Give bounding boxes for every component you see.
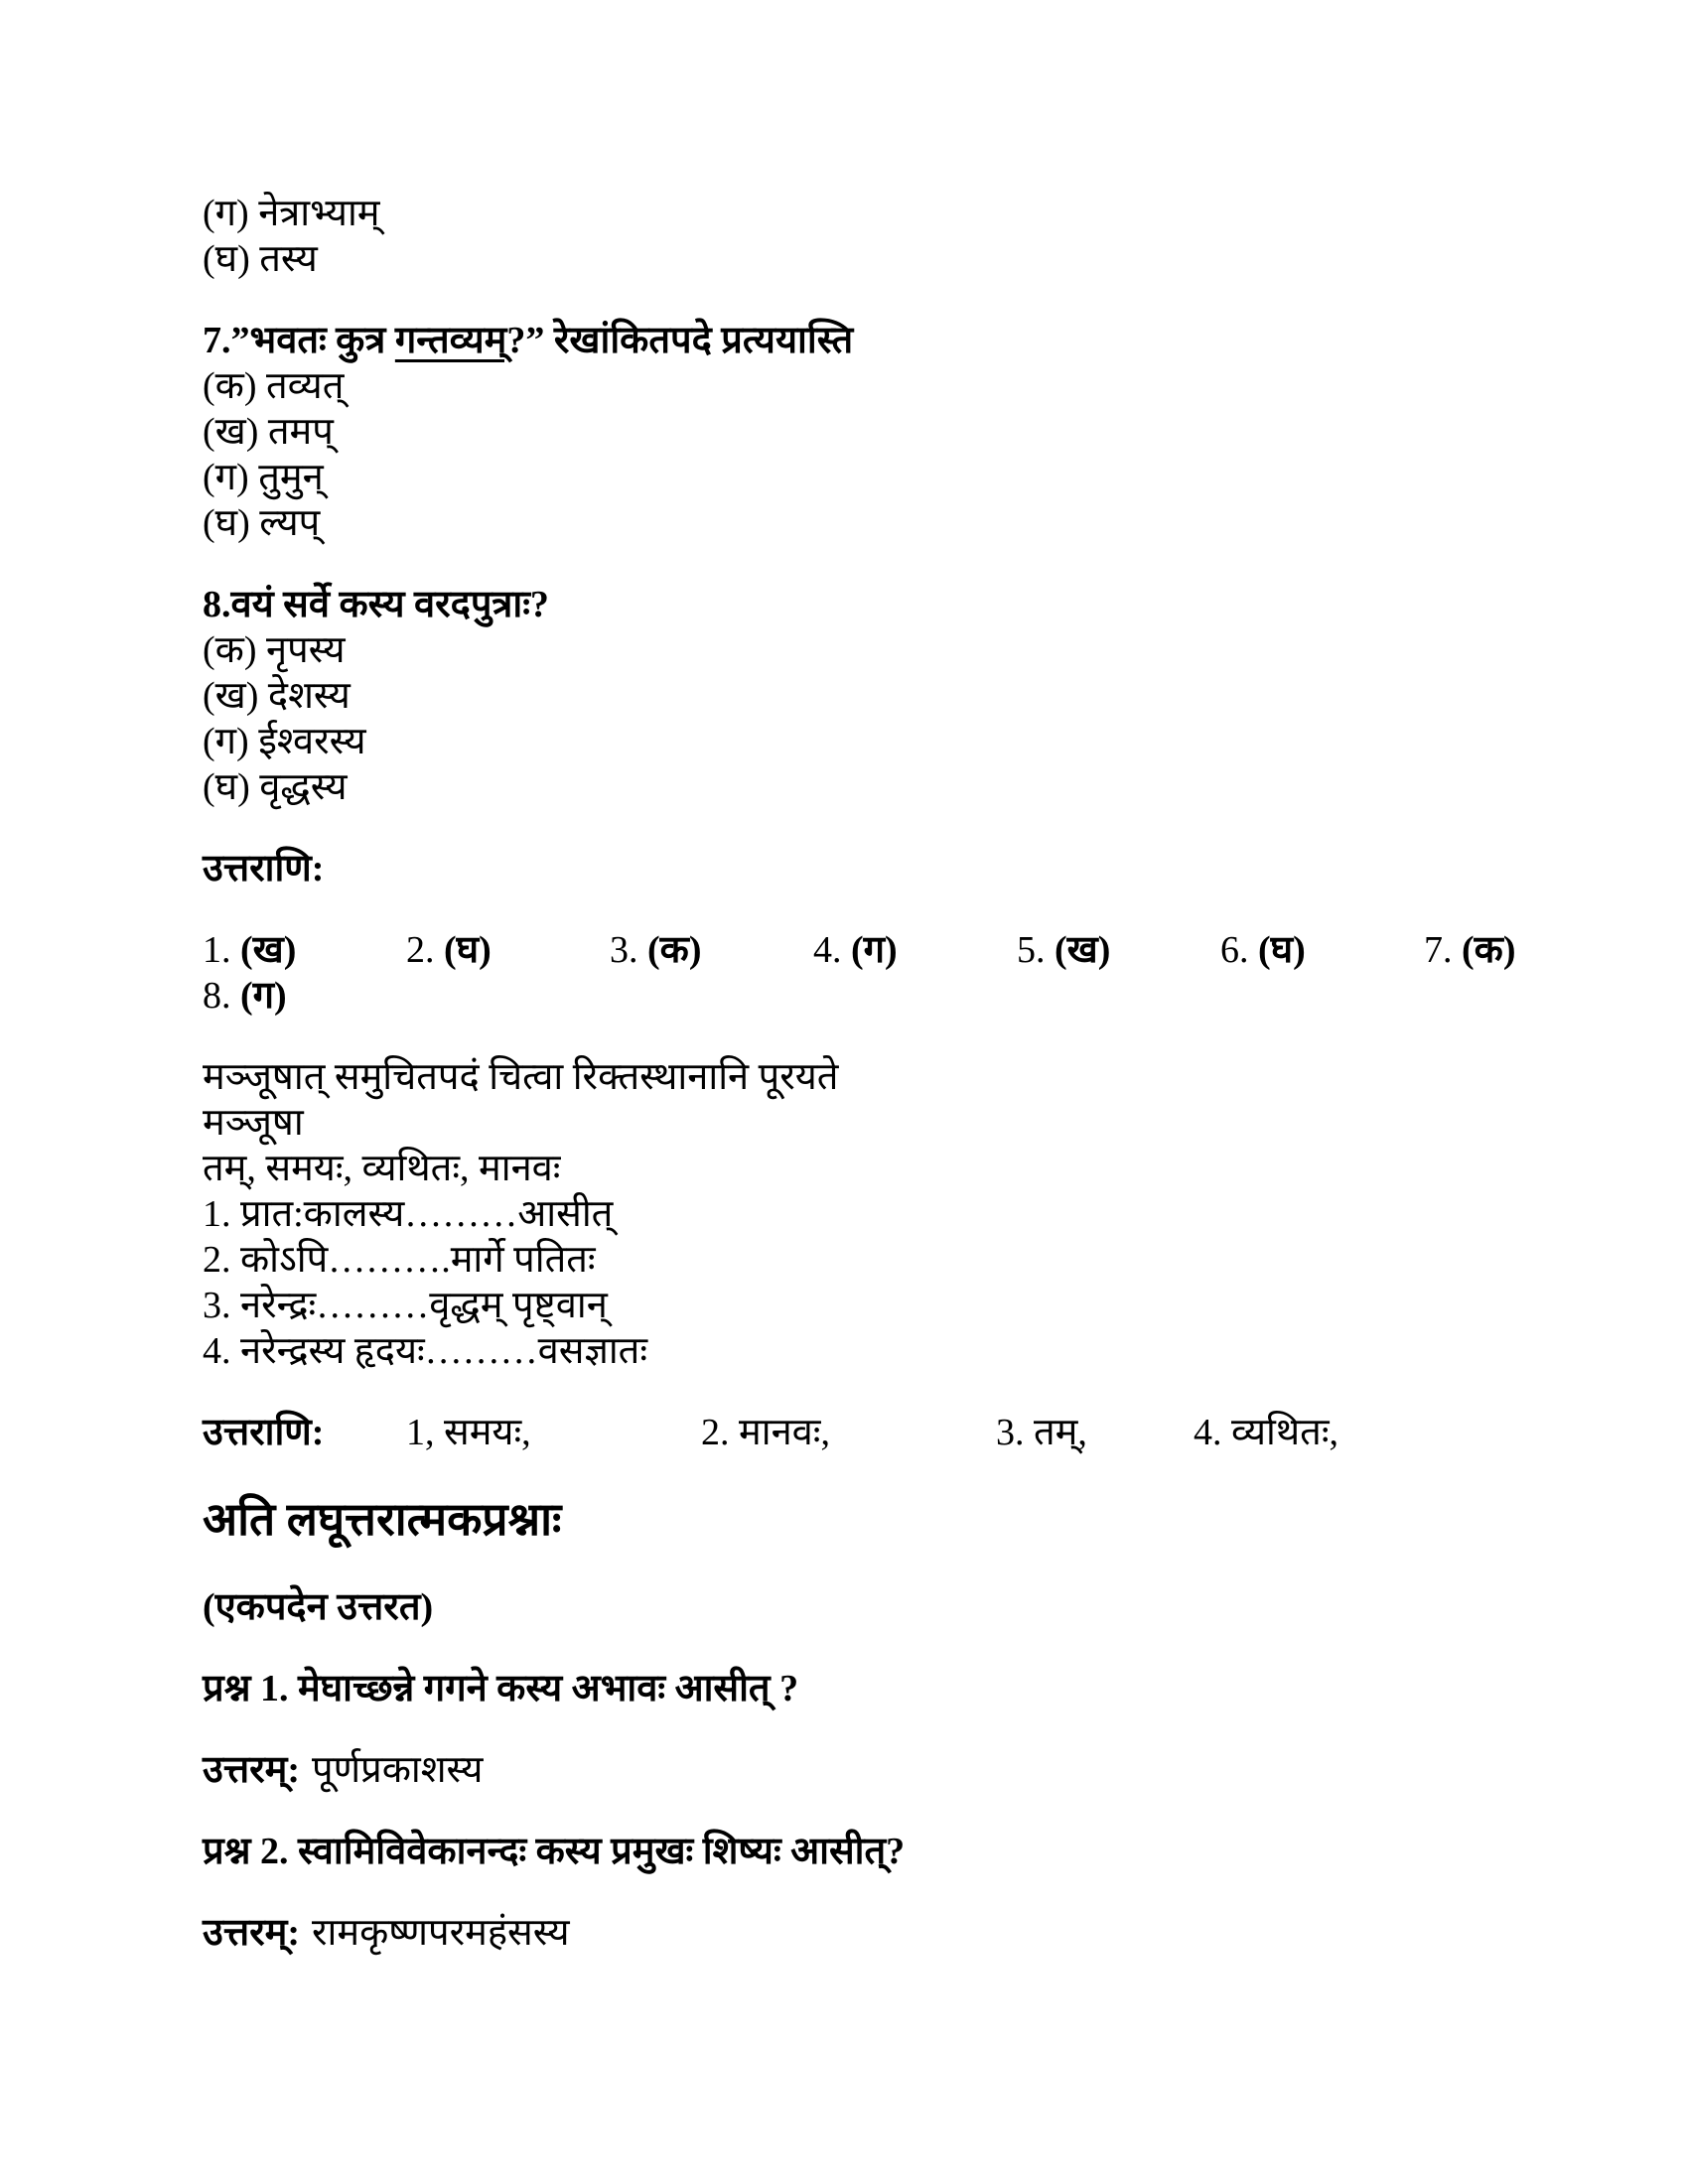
short-answer-section-heading: अति लघूत्तरात्मकप्रश्नाः <box>203 1494 562 1545</box>
mcq-answers-row-2 <box>203 973 1618 1019</box>
manjusha-instruction: मञ्जूषात् समुचितपदं चित्वा रिक्तस्थानानि पूरयते <box>203 1056 839 1098</box>
mcq-answers-row <box>203 927 1618 973</box>
manjusha-box-label: मञ्जूषा <box>203 1102 304 1144</box>
manjusha-answer-1: 1, समयः, <box>406 1412 531 1453</box>
option-line: (घ) तस्य <box>203 238 318 280</box>
answer-number: 4. <box>813 929 842 971</box>
manjusha-blank-4: 4. नरेन्द्रस्य हृदयः………वसज्ञातः <box>203 1330 648 1372</box>
manjusha-answer-4: 4. व्यथितः, <box>1194 1412 1338 1453</box>
answer-number: 7. <box>1424 929 1453 971</box>
short-answer-subheading: (एकपदेन उत्तरत) <box>203 1586 434 1628</box>
answer-letter: (ग) <box>240 975 287 1017</box>
answer-number: 1. <box>203 929 231 971</box>
answer-letter: (घ) <box>1258 929 1306 971</box>
question-7-heading <box>203 318 1618 363</box>
answer-label: उत्तरम्: <box>203 1912 301 1954</box>
manjusha-answer-2: 2. मानवः, <box>701 1412 830 1453</box>
answer-number: 8. <box>203 975 231 1017</box>
answer-letter: (ख) <box>240 929 297 971</box>
question-8-option-ka: (क) नृपस्य <box>203 629 346 671</box>
answer-text: रामकृष्णपरमहंसस्य <box>312 1912 570 1954</box>
answer-letter: (क) <box>647 929 702 971</box>
answer-number: 5. <box>1017 929 1046 971</box>
mcq-answer-4 <box>813 927 1017 973</box>
question-7-option-kha: (ख) तमप् <box>203 411 334 453</box>
answer-letter: (ग) <box>851 929 898 971</box>
manjusha-blank-2: 2. कोऽपि……….मार्गे पतितः <box>203 1239 596 1281</box>
question-7-text-after-underline: ?” रेखांकितपदे प्रत्ययास्ति <box>506 320 854 361</box>
answer-number: 2. <box>406 929 435 971</box>
short-answer-2 <box>203 1910 1618 1956</box>
mcq-answer-7 <box>1424 927 1516 973</box>
answer-letter: (क) <box>1462 929 1516 971</box>
question-7-text-before-underline: 7.”भवतः कुत्र <box>203 320 395 361</box>
question-7-option-ga: (ग) तुमुन् <box>203 457 324 498</box>
answer-letter: (ख) <box>1055 929 1111 971</box>
question-8-option-ga: (ग) ईश्वरस्य <box>203 721 366 762</box>
short-answer-1 <box>203 1747 1618 1793</box>
manjusha-box-words: तम्, समयः, व्यथितः, मानवः <box>203 1148 561 1189</box>
question-8-option-gha: (घ) वृद्धस्य <box>203 766 348 808</box>
answer-letter: (घ) <box>444 929 492 971</box>
manjusha-answers-row <box>203 1410 1618 1455</box>
answer-label: उत्तरम्: <box>203 1749 301 1791</box>
question-7-option-gha: (घ) ल्यप् <box>203 502 321 544</box>
mcq-answer-5 <box>1017 927 1220 973</box>
manjusha-answer-3: 3. तम्, <box>996 1412 1087 1453</box>
question-7-option-ka: (क) तव्यत् <box>203 365 345 407</box>
manjusha-answers-heading: उत्तराणि: <box>203 1412 325 1453</box>
mcq-answers-heading: उत्तराणि: <box>203 848 325 889</box>
short-question-2: प्रश्न 2. स्वामिविवेकानन्दः कस्य प्रमुखः शिष्यः आसीत्? <box>203 1831 906 1872</box>
question-8-option-kha: (ख) देशस्य <box>203 675 351 717</box>
short-question-1: प्रश्न 1. मेघाच्छन्ने गगने कस्य अभावः आसीत् ? <box>203 1668 799 1709</box>
answer-number: 3. <box>610 929 638 971</box>
manjusha-blank-1: 1. प्रात:कालस्य………आसीत् <box>203 1193 614 1235</box>
answer-text: पूर्णप्रकाशस्य <box>312 1749 484 1791</box>
option-line: (ग) नेत्राभ्याम् <box>203 193 380 234</box>
mcq-answer-2 <box>406 927 610 973</box>
mcq-answer-8 <box>203 973 287 1019</box>
mcq-answer-1 <box>203 927 406 973</box>
question-8-heading: 8.वयं सर्वे कस्य वरदपुत्राः? <box>203 584 549 625</box>
mcq-answer-3 <box>610 927 813 973</box>
mcq-answer-6 <box>1220 927 1424 973</box>
manjusha-blank-3: 3. नरेन्द्रः………वृद्धम् पृष्ट्वान् <box>203 1285 608 1326</box>
answer-number: 6. <box>1220 929 1249 971</box>
question-7-underlined-word: गन्तव्यम् <box>394 320 507 361</box>
